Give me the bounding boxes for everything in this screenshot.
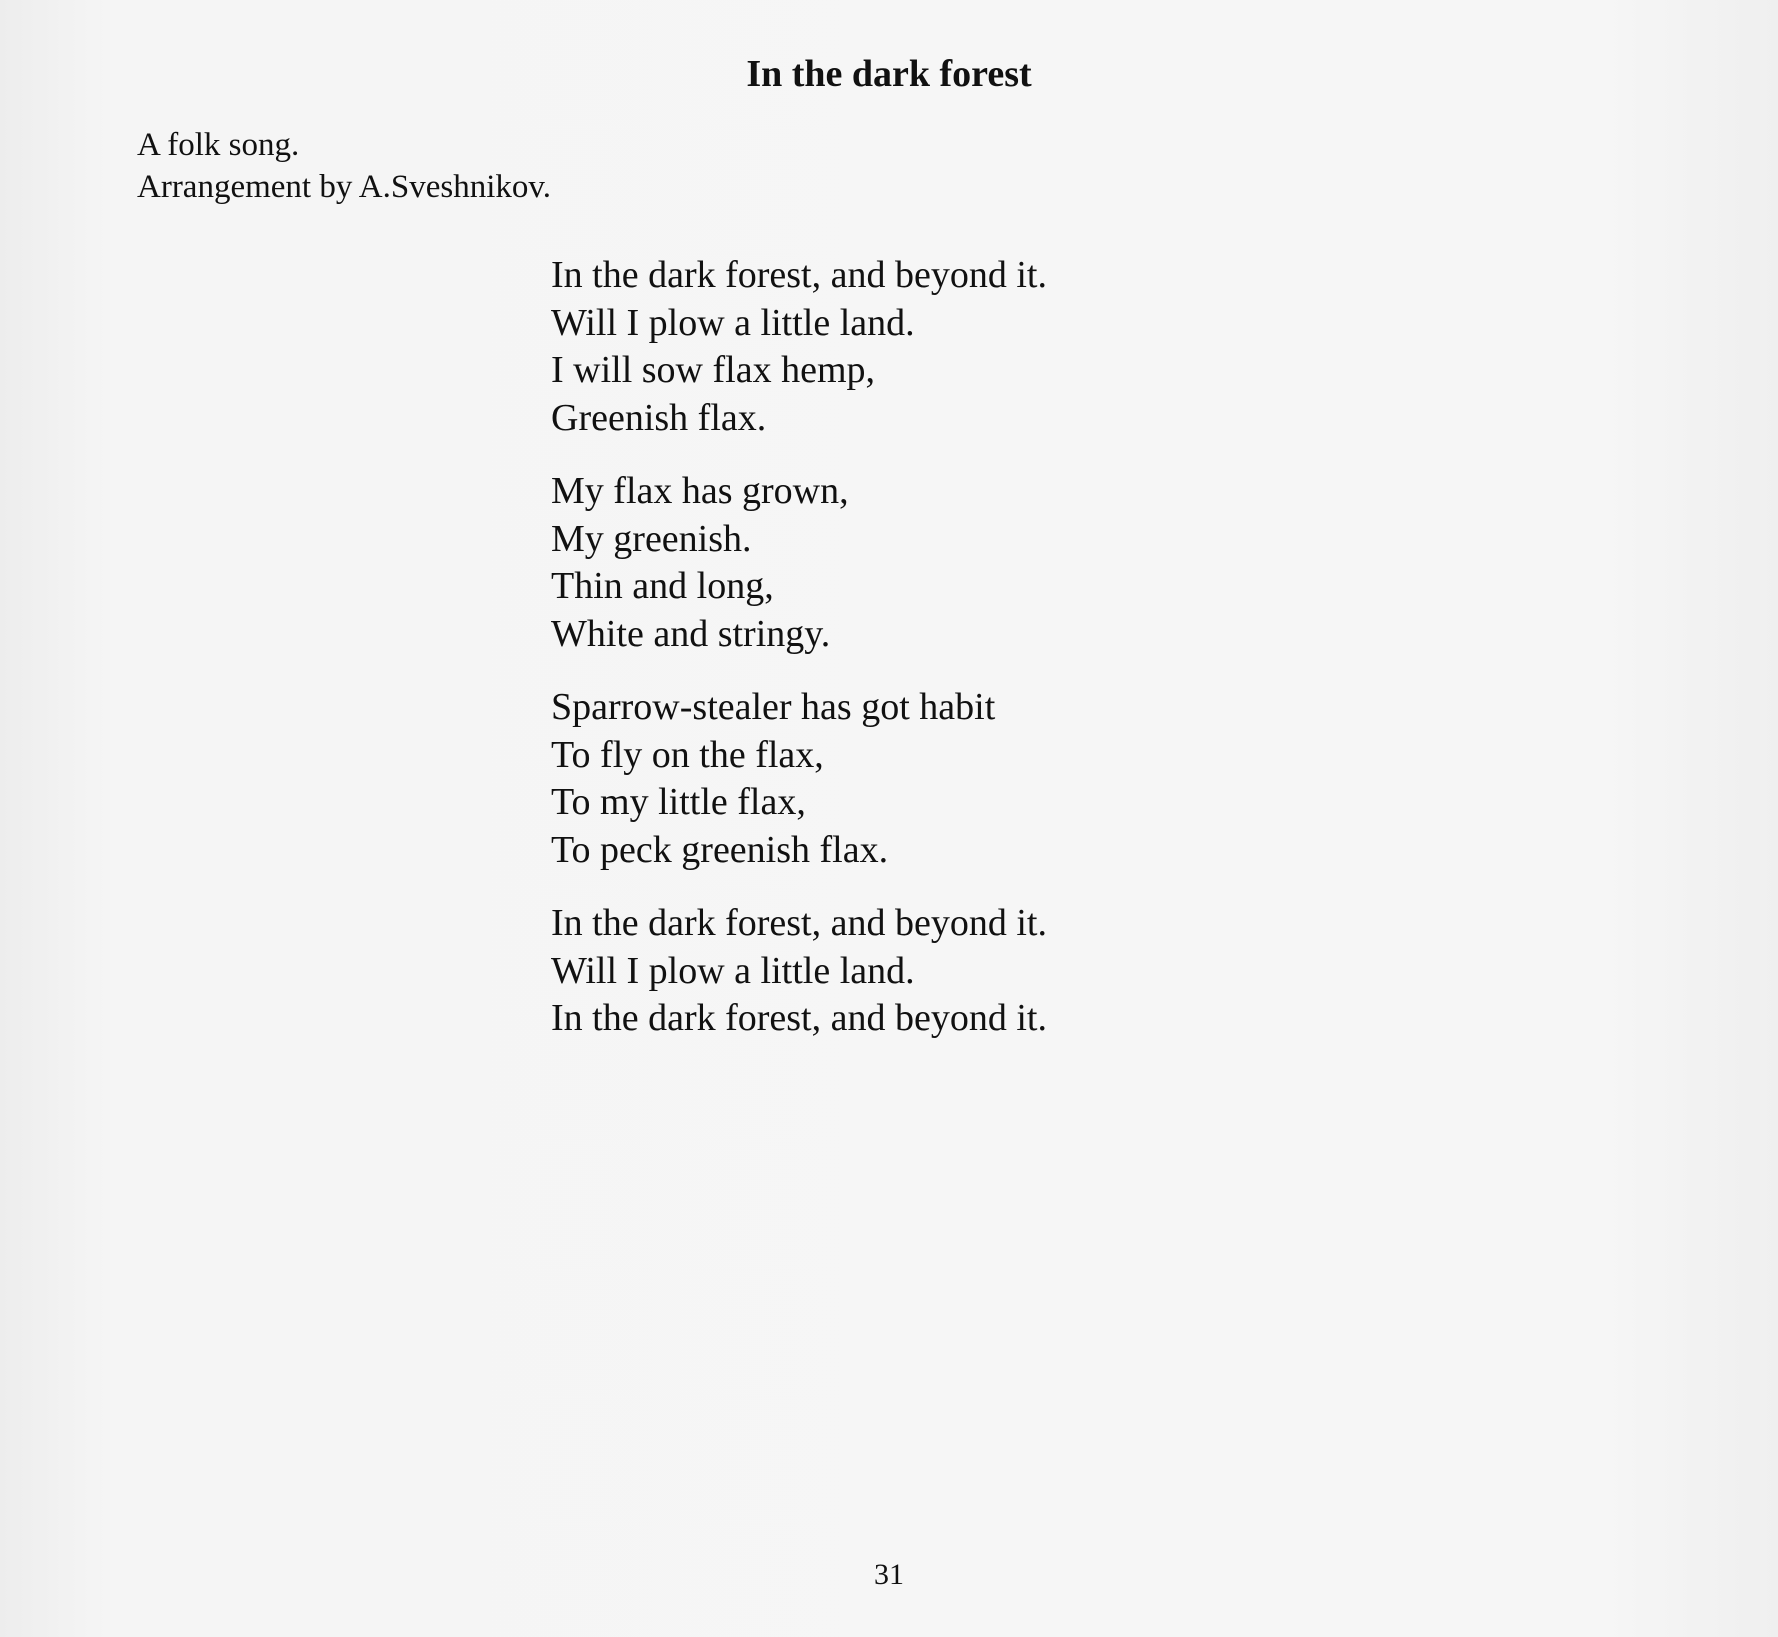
poem-line: In the dark forest, and beyond it. <box>551 902 1047 944</box>
page-number: 31 <box>874 1558 904 1591</box>
poem-line: I will sow flax hemp, <box>551 349 876 391</box>
poem-line: Will I plow a little land. <box>551 949 915 992</box>
poem-line: To fly on the flax, <box>551 733 824 776</box>
poem-line: In the dark forest, and beyond it. <box>551 254 1047 296</box>
poem-line: To peck greenish flax. <box>551 828 889 871</box>
poem-line: To my little flax, <box>551 781 806 823</box>
poem-line: Thin and long, <box>551 565 774 607</box>
song-type: A folk song. <box>137 127 300 163</box>
arrangement-credit: Arrangement by A.Sveshnikov. <box>137 169 551 205</box>
poem-line: White and stringy. <box>551 612 831 655</box>
poem-line: Sparrow-stealer has got habit <box>551 686 996 728</box>
poem-line: In the dark forest, and beyond it. <box>551 997 1047 1039</box>
poem-line: Greenish flax. <box>551 396 767 439</box>
song-info <box>137 124 551 208</box>
stanza-4 <box>551 900 1047 1043</box>
poem-line: My greenish. <box>551 517 752 560</box>
poem-line: My flax has grown, <box>551 470 849 512</box>
stanza-3 <box>551 684 1047 874</box>
poem-line: Will I plow a little land. <box>551 301 915 344</box>
stanza-2 <box>551 468 1047 658</box>
page-title: In the dark forest <box>746 53 1032 95</box>
poem-body <box>551 252 1047 1043</box>
stanza-1 <box>551 252 1047 442</box>
